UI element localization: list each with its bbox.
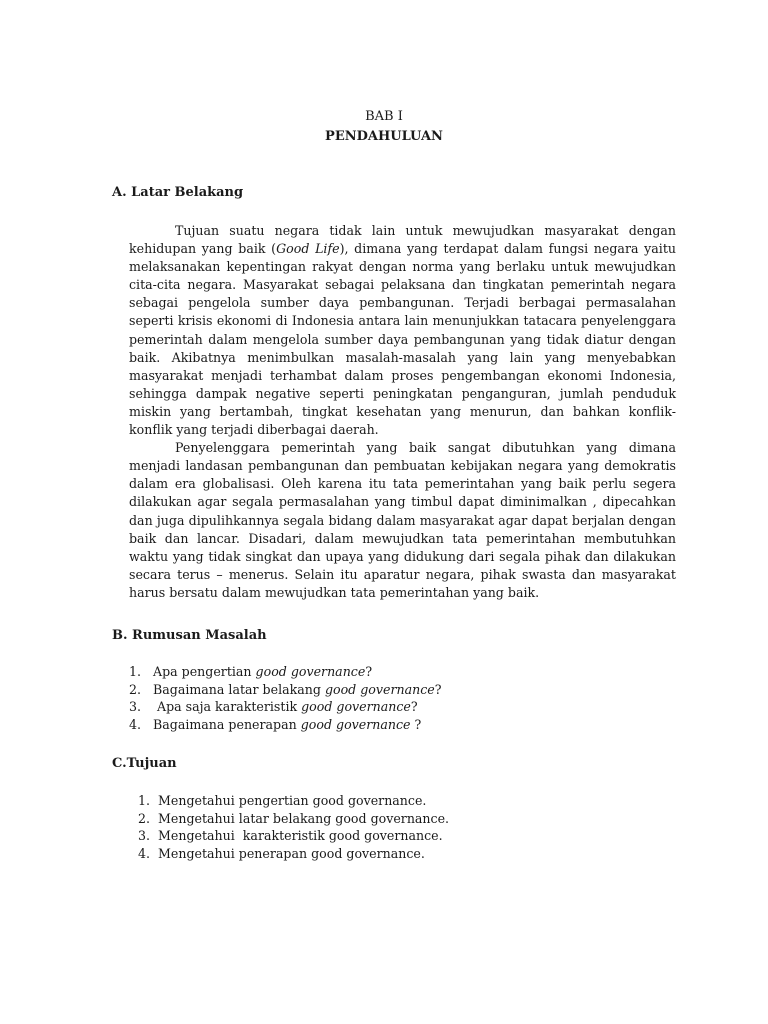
list-italic: good governance xyxy=(301,699,411,714)
section-heading-latar-belakang: A. Latar Belakang xyxy=(112,185,244,200)
list-end: ? xyxy=(410,716,422,732)
list-item xyxy=(129,698,441,716)
list-text: Apa saja karakteristik xyxy=(153,699,302,714)
rumusan-masalah-list xyxy=(129,663,441,733)
list-number: 1. xyxy=(138,793,151,808)
list-item xyxy=(129,681,441,699)
list-text: Mengetahui latar belakang good governance. xyxy=(158,810,450,826)
list-number: 4. xyxy=(129,716,142,732)
latar-belakang-body xyxy=(129,222,676,602)
list-text: Mengetahui karakteristik good governance. xyxy=(158,828,443,843)
list-item xyxy=(138,792,449,810)
paragraph-1 xyxy=(129,222,676,439)
list-end: ? xyxy=(434,681,442,697)
section-heading-tujuan: C.Tujuan xyxy=(112,756,177,771)
paragraph-2: Penyelenggara pemerintah yang baik sangat dibutuhkan yang dimana menjadi landasan pembangunan dan pembuatan kebijakan negara yang demokratis dalam era globalisasi. Oleh karena itu tata pemerintahan yang baik perlu segera dilakukan agar segala permasalahan yang timbul dapat diminimalkan , dipecahkan dan juga dipulihkannya segala bidang dalam masyarakat agar dapat berjalan dengan baik dan lancar. Disadari, dalam mewujudkan tata pemerintahan membutuhkan waktu yang tidak singkat dan upaya yang didukung dari segala pihak dan dilakukan secara terus – menerus. Selain itu aparatur negara, pihak swasta dan masyarakat harus bersatu dalam mewujudkan tata pemerintahan yang baik. xyxy=(129,440,676,600)
list-item xyxy=(129,716,441,734)
paragraph-1-italic: Good Life xyxy=(276,241,340,257)
list-italic: good governance xyxy=(255,664,366,679)
section-heading-rumusan-masalah: B. Rumusan Masalah xyxy=(112,628,267,643)
list-number: 4. xyxy=(138,845,151,861)
list-item xyxy=(138,810,449,828)
list-text: Mengetahui penerapan good governance. xyxy=(158,845,425,861)
list-italic: good governance xyxy=(324,681,435,697)
paragraph-1-text-start: Tujuan suatu negara tidak lain untuk mewujudkan masyarakat dengan kehidupan yang baik ( xyxy=(129,223,676,257)
list-item xyxy=(138,827,449,845)
list-text: Bagaimana latar belakang xyxy=(153,681,325,697)
chapter-number: BAB I xyxy=(365,109,403,124)
list-end: ? xyxy=(410,699,418,714)
list-item xyxy=(129,663,441,681)
list-number: 2. xyxy=(129,681,142,697)
list-number: 2. xyxy=(138,810,151,826)
chapter-title: PENDAHULUAN xyxy=(325,129,443,144)
list-number: 3. xyxy=(138,828,151,843)
list-italic: good governance xyxy=(300,716,411,732)
paragraph-1-text-end: ), dimana yang terdapat dalam fungsi negara yaitu melaksanakan kepentingan rakyat dengan norma yang berlaku untuk mewujudkan cita-cita negara. Masyarakat sebagai pelaksana dan tingkatan pemerintah negara sebagai pengelola sumber daya pembangunan. Terjadi berbagai permasalahan seperti krisis ekonomi di Indonesia antara lain menunjukkan tatacara penyelenggara pemerintah dalam mengelola sumber daya pembangunan yang tidak diatur dengan baik. Akibatnya menimbulkan masalah-masalah yang lain yang menyebabkan masyarakat menjadi terhambat dalam proses pengembangan ekonomi Indonesia, sehingga dampak negative seperti peningkatan penganguran, jumlah penduduk miskin yang bertambah, tingkat kesehatan yang menurun, dan bahkan konflik-konflik yang terjadi diberbagai daerah. xyxy=(129,241,676,438)
list-number: 3. xyxy=(129,699,142,714)
list-text: Apa pengertian xyxy=(153,664,256,679)
tujuan-list xyxy=(138,792,449,862)
list-item xyxy=(138,845,449,863)
list-number: 1. xyxy=(129,664,142,679)
list-text: Bagaimana penerapan xyxy=(153,716,301,732)
list-text: Mengetahui pengertian good governance. xyxy=(158,793,427,808)
chapter-header xyxy=(0,107,768,147)
list-end: ? xyxy=(365,664,373,679)
